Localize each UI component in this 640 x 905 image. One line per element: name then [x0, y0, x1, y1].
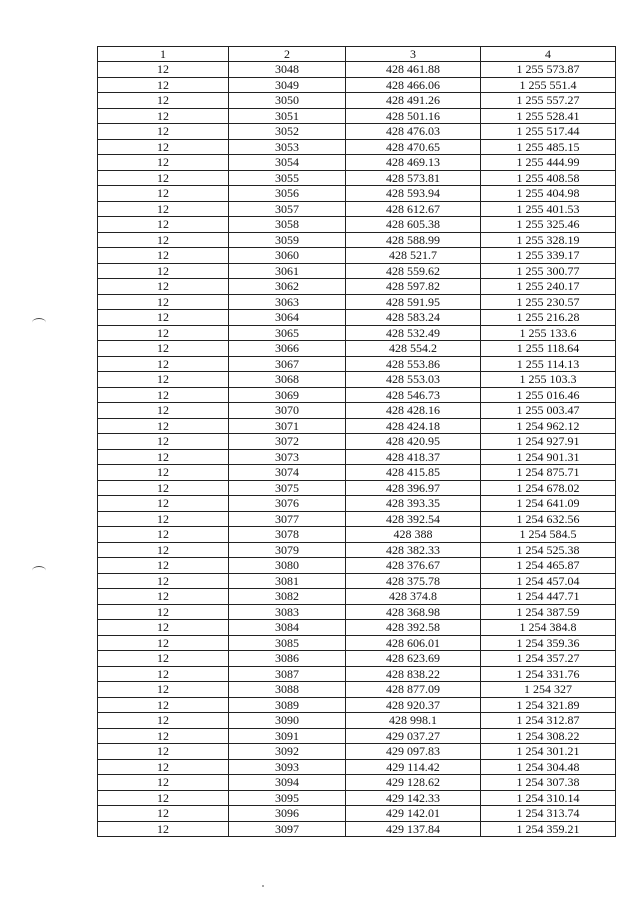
column-header-3: 3: [346, 47, 481, 62]
table-row: [98, 542, 616, 558]
table-cell-col3: 428 368.98: [346, 604, 481, 620]
table-cell-col1: 12: [98, 93, 229, 109]
table-cell-col1: 12: [98, 496, 229, 512]
coordinates-table: [97, 46, 616, 837]
table-row: [98, 697, 616, 713]
column-header-4: 4: [481, 47, 616, 62]
table-cell-col1: 12: [98, 139, 229, 155]
table-cell-col2: 3049: [229, 77, 346, 93]
table-cell-col2: 3097: [229, 821, 346, 837]
table-cell-col4: 1 255 325.46: [481, 217, 616, 233]
table-cell-col2: 3086: [229, 651, 346, 667]
table-cell-col4: 1 254 447.71: [481, 589, 616, 605]
table-cell-col2: 3068: [229, 372, 346, 388]
table-cell-col4: 1 254 312.87: [481, 713, 616, 729]
table-cell-col1: 12: [98, 325, 229, 341]
table-cell-col3: 428 532.49: [346, 325, 481, 341]
table-cell-col1: 12: [98, 527, 229, 543]
table-cell-col1: 12: [98, 232, 229, 248]
table-cell-col1: 12: [98, 201, 229, 217]
table-row: [98, 465, 616, 481]
table-cell-col3: 428 415.85: [346, 465, 481, 481]
table-cell-col2: 3074: [229, 465, 346, 481]
table-cell-col4: 1 254 327: [481, 682, 616, 698]
table-cell-col4: 1 254 875.71: [481, 465, 616, 481]
table-row: [98, 217, 616, 233]
table-cell-col2: 3072: [229, 434, 346, 450]
table-cell-col4: 1 254 310.14: [481, 790, 616, 806]
table-cell-col4: 1 255 230.57: [481, 294, 616, 310]
table-cell-col1: 12: [98, 775, 229, 791]
table-cell-col1: 12: [98, 558, 229, 574]
table-cell-col3: 428 393.35: [346, 496, 481, 512]
table-cell-col3: 429 142.01: [346, 806, 481, 822]
table-cell-col4: 1 255 444.99: [481, 155, 616, 171]
table-cell-col4: 1 254 331.76: [481, 666, 616, 682]
table-cell-col4: 1 254 525.38: [481, 542, 616, 558]
table-cell-col3: 428 392.54: [346, 511, 481, 527]
table-cell-col4: 1 254 308.22: [481, 728, 616, 744]
table-cell-col4: 1 255 328.19: [481, 232, 616, 248]
table-cell-col1: 12: [98, 682, 229, 698]
table-cell-col1: 12: [98, 666, 229, 682]
table-cell-col2: 3058: [229, 217, 346, 233]
table-cell-col1: 12: [98, 186, 229, 202]
table-cell-col1: 12: [98, 620, 229, 636]
table-cell-col2: 3065: [229, 325, 346, 341]
table-cell-col2: 3092: [229, 744, 346, 760]
table-cell-col1: 12: [98, 434, 229, 450]
table-cell-col2: 3094: [229, 775, 346, 791]
table-row: [98, 449, 616, 465]
table-cell-col3: 428 606.01: [346, 635, 481, 651]
table-cell-col1: 12: [98, 279, 229, 295]
table-cell-col3: 429 097.83: [346, 744, 481, 760]
table-cell-col4: 1 254 321.89: [481, 697, 616, 713]
table-cell-col1: 12: [98, 728, 229, 744]
table-cell-col1: 12: [98, 62, 229, 78]
table-cell-col2: 3090: [229, 713, 346, 729]
table-cell-col2: 3070: [229, 403, 346, 419]
table-cell-col4: 1 254 962.12: [481, 418, 616, 434]
table-cell-col4: 1 255 240.17: [481, 279, 616, 295]
table-cell-col4: 1 255 528.41: [481, 108, 616, 124]
table-cell-col3: 428 588.99: [346, 232, 481, 248]
table-cell-col3: 428 546.73: [346, 387, 481, 403]
table-cell-col2: 3088: [229, 682, 346, 698]
table-cell-col4: 1 255 551.4: [481, 77, 616, 93]
table-cell-col1: 12: [98, 511, 229, 527]
table-row: [98, 666, 616, 682]
table-row: [98, 511, 616, 527]
table-cell-col4: 1 255 118.64: [481, 341, 616, 357]
table-cell-col4: 1 254 465.87: [481, 558, 616, 574]
table-cell-col3: 429 142.33: [346, 790, 481, 806]
table-cell-col3: 428 877.09: [346, 682, 481, 698]
table-cell-col2: 3060: [229, 248, 346, 264]
table-cell-col2: 3095: [229, 790, 346, 806]
table-cell-col4: 1 254 927.91: [481, 434, 616, 450]
table-cell-col4: 1 255 401.53: [481, 201, 616, 217]
table-cell-col4: 1 255 216.28: [481, 310, 616, 326]
table-cell-col2: 3050: [229, 93, 346, 109]
table-cell-col3: 429 137.84: [346, 821, 481, 837]
table-row: [98, 325, 616, 341]
table-cell-col4: 1 255 133.6: [481, 325, 616, 341]
table-row: [98, 372, 616, 388]
table-cell-col1: 12: [98, 310, 229, 326]
table-cell-col2: 3085: [229, 635, 346, 651]
table-cell-col3: 429 037.27: [346, 728, 481, 744]
table-row: [98, 139, 616, 155]
table-cell-col4: 1 255 485.15: [481, 139, 616, 155]
table-cell-col2: 3054: [229, 155, 346, 171]
table-cell-col1: 12: [98, 124, 229, 140]
table-row: [98, 294, 616, 310]
table-row: [98, 434, 616, 450]
table-cell-col2: 3059: [229, 232, 346, 248]
table-cell-col4: 1 254 357.27: [481, 651, 616, 667]
table-cell-col4: 1 254 307.38: [481, 775, 616, 791]
table-cell-col2: 3084: [229, 620, 346, 636]
table-body: [98, 62, 616, 837]
scan-speck: [262, 885, 264, 887]
table-cell-col2: 3061: [229, 263, 346, 279]
table-cell-col4: 1 254 359.36: [481, 635, 616, 651]
table-row: [98, 279, 616, 295]
table-cell-col4: 1 254 359.21: [481, 821, 616, 837]
table-row: [98, 496, 616, 512]
table-row: [98, 480, 616, 496]
table-cell-col3: 428 920.37: [346, 697, 481, 713]
table-cell-col4: 1 254 678.02: [481, 480, 616, 496]
table-cell-col1: 12: [98, 821, 229, 837]
table-row: [98, 387, 616, 403]
table-cell-col3: 428 466.06: [346, 77, 481, 93]
table-cell-col4: 1 254 313.74: [481, 806, 616, 822]
table-cell-col3: 428 418.37: [346, 449, 481, 465]
table-row: [98, 263, 616, 279]
table-cell-col3: 428 392.58: [346, 620, 481, 636]
column-header-2: 2: [229, 47, 346, 62]
table-cell-col2: 3081: [229, 573, 346, 589]
table-row: [98, 620, 616, 636]
table-cell-col3: 428 428.16: [346, 403, 481, 419]
table-cell-col1: 12: [98, 542, 229, 558]
table-cell-col3: 428 559.62: [346, 263, 481, 279]
table-row: [98, 341, 616, 357]
table-cell-col3: 428 521.7: [346, 248, 481, 264]
table-row: [98, 201, 616, 217]
table-cell-col3: 428 376.67: [346, 558, 481, 574]
table-cell-col2: 3066: [229, 341, 346, 357]
table-cell-col1: 12: [98, 744, 229, 760]
table-cell-col3: 428 396.97: [346, 480, 481, 496]
table-cell-col1: 12: [98, 697, 229, 713]
table-row: [98, 635, 616, 651]
table-cell-col1: 12: [98, 480, 229, 496]
table-cell-col2: 3082: [229, 589, 346, 605]
table-cell-col3: 428 470.65: [346, 139, 481, 155]
table-cell-col1: 12: [98, 651, 229, 667]
table-row: [98, 62, 616, 78]
table-cell-col4: 1 255 300.77: [481, 263, 616, 279]
table-cell-col3: 428 583.24: [346, 310, 481, 326]
table-cell-col4: 1 255 573.87: [481, 62, 616, 78]
table-row: [98, 821, 616, 837]
table-cell-col2: 3071: [229, 418, 346, 434]
table-row: [98, 790, 616, 806]
table-cell-col1: 12: [98, 418, 229, 434]
table-row: [98, 77, 616, 93]
table-cell-col4: 1 254 457.04: [481, 573, 616, 589]
table-cell-col1: 12: [98, 387, 229, 403]
column-header-1: 1: [98, 47, 229, 62]
table-cell-col1: 12: [98, 465, 229, 481]
table-row: [98, 418, 616, 434]
table-cell-col2: 3069: [229, 387, 346, 403]
table-cell-col1: 12: [98, 635, 229, 651]
table-row: [98, 713, 616, 729]
table-cell-col1: 12: [98, 217, 229, 233]
table-cell-col2: 3091: [229, 728, 346, 744]
table-cell-col3: 428 375.78: [346, 573, 481, 589]
table-cell-col3: 428 461.88: [346, 62, 481, 78]
table-cell-col1: 12: [98, 403, 229, 419]
table-cell-col3: 428 374.8: [346, 589, 481, 605]
table-row: [98, 527, 616, 543]
table-cell-col4: 1 255 404.98: [481, 186, 616, 202]
table-cell-col2: 3055: [229, 170, 346, 186]
table-row: [98, 403, 616, 419]
table-cell-col2: 3073: [229, 449, 346, 465]
table-row: [98, 155, 616, 171]
table-row: [98, 356, 616, 372]
table-row: [98, 775, 616, 791]
table-cell-col3: 429 128.62: [346, 775, 481, 791]
table-cell-col2: 3080: [229, 558, 346, 574]
table-cell-col1: 12: [98, 806, 229, 822]
table-cell-col3: 428 838.22: [346, 666, 481, 682]
table-row: [98, 124, 616, 140]
table-cell-col4: 1 255 408.58: [481, 170, 616, 186]
table-row: [98, 186, 616, 202]
table-row: [98, 589, 616, 605]
table-cell-col3: 428 469.13: [346, 155, 481, 171]
table-row: [98, 651, 616, 667]
table-cell-col1: 12: [98, 372, 229, 388]
table-cell-col3: 428 501.16: [346, 108, 481, 124]
table-row: [98, 310, 616, 326]
table-cell-col4: 1 254 301.21: [481, 744, 616, 760]
table-cell-col1: 12: [98, 263, 229, 279]
table-cell-col3: 428 605.38: [346, 217, 481, 233]
table-row: [98, 604, 616, 620]
table-cell-col2: 3075: [229, 480, 346, 496]
table-cell-col3: 428 593.94: [346, 186, 481, 202]
table-row: [98, 170, 616, 186]
margin-mark: [32, 566, 46, 575]
table-cell-col3: 429 114.42: [346, 759, 481, 775]
table-cell-col2: 3093: [229, 759, 346, 775]
table-cell-col2: 3057: [229, 201, 346, 217]
table-cell-col4: 1 254 387.59: [481, 604, 616, 620]
table-cell-col2: 3067: [229, 356, 346, 372]
table-cell-col1: 12: [98, 790, 229, 806]
table-cell-col3: 428 591.95: [346, 294, 481, 310]
table-cell-col3: 428 998.1: [346, 713, 481, 729]
table-cell-col3: 428 612.67: [346, 201, 481, 217]
table-cell-col4: 1 255 016.46: [481, 387, 616, 403]
table-cell-col1: 12: [98, 356, 229, 372]
table-cell-col2: 3056: [229, 186, 346, 202]
table-cell-col4: 1 254 632.56: [481, 511, 616, 527]
table-cell-col1: 12: [98, 108, 229, 124]
table-cell-col3: 428 623.69: [346, 651, 481, 667]
table-cell-col3: 428 554.2: [346, 341, 481, 357]
table-cell-col1: 12: [98, 155, 229, 171]
table-row: [98, 558, 616, 574]
table-cell-col2: 3062: [229, 279, 346, 295]
table-cell-col3: 428 573.81: [346, 170, 481, 186]
table-cell-col3: 428 597.82: [346, 279, 481, 295]
table-row: [98, 759, 616, 775]
table-cell-col4: 1 255 557.27: [481, 93, 616, 109]
table-cell-col4: 1 254 901.31: [481, 449, 616, 465]
table-cell-col2: 3089: [229, 697, 346, 713]
table-cell-col1: 12: [98, 573, 229, 589]
table-cell-col1: 12: [98, 294, 229, 310]
table-cell-col4: 1 255 103.3: [481, 372, 616, 388]
table-cell-col2: 3051: [229, 108, 346, 124]
table-cell-col3: 428 553.03: [346, 372, 481, 388]
table-cell-col4: 1 255 114.13: [481, 356, 616, 372]
table-cell-col3: 428 553.86: [346, 356, 481, 372]
table-cell-col2: 3083: [229, 604, 346, 620]
table-cell-col4: 1 255 517.44: [481, 124, 616, 140]
table-cell-col1: 12: [98, 759, 229, 775]
table-header-row: [98, 47, 616, 62]
table-cell-col3: 428 420.95: [346, 434, 481, 450]
table-row: [98, 573, 616, 589]
table-cell-col2: 3048: [229, 62, 346, 78]
table-cell-col3: 428 388: [346, 527, 481, 543]
table-cell-col1: 12: [98, 589, 229, 605]
table-cell-col4: 1 255 003.47: [481, 403, 616, 419]
margin-mark: [32, 318, 46, 327]
table-cell-col2: 3052: [229, 124, 346, 140]
table-cell-col2: 3076: [229, 496, 346, 512]
table-cell-col1: 12: [98, 449, 229, 465]
table-cell-col1: 12: [98, 341, 229, 357]
table-cell-col2: 3087: [229, 666, 346, 682]
table-row: [98, 728, 616, 744]
table-cell-col2: 3079: [229, 542, 346, 558]
table-cell-col2: 3077: [229, 511, 346, 527]
table-cell-col1: 12: [98, 713, 229, 729]
table-cell-col3: 428 424.18: [346, 418, 481, 434]
table-row: [98, 232, 616, 248]
table-cell-col3: 428 476.03: [346, 124, 481, 140]
table-cell-col2: 3063: [229, 294, 346, 310]
table-cell-col4: 1 254 584.5: [481, 527, 616, 543]
table-row: [98, 806, 616, 822]
table-cell-col1: 12: [98, 170, 229, 186]
table-row: [98, 93, 616, 109]
table-cell-col1: 12: [98, 77, 229, 93]
table-cell-col4: 1 254 384.8: [481, 620, 616, 636]
table-row: [98, 682, 616, 698]
table-cell-col2: 3096: [229, 806, 346, 822]
table-cell-col2: 3078: [229, 527, 346, 543]
table-cell-col2: 3053: [229, 139, 346, 155]
table-cell-col4: 1 254 304.48: [481, 759, 616, 775]
table-row: [98, 248, 616, 264]
table-cell-col3: 428 491.26: [346, 93, 481, 109]
table-row: [98, 108, 616, 124]
table-cell-col1: 12: [98, 248, 229, 264]
table-cell-col1: 12: [98, 604, 229, 620]
table-cell-col4: 1 254 641.09: [481, 496, 616, 512]
table-row: [98, 744, 616, 760]
table-cell-col4: 1 255 339.17: [481, 248, 616, 264]
table-cell-col3: 428 382.33: [346, 542, 481, 558]
table-cell-col2: 3064: [229, 310, 346, 326]
